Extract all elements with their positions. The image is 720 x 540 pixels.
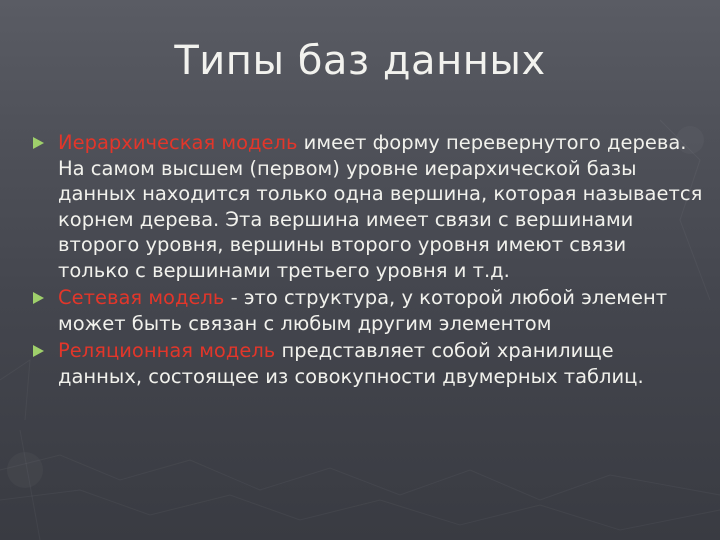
- term-relational: Реляционная модель: [58, 339, 276, 362]
- triangle-arrow-icon: [33, 137, 44, 149]
- term-network: Сетевая модель: [58, 286, 225, 309]
- bullet-text: имеет форму перевернутого дерева. На самом высшем (первом) уровне иерархической базы данных находится только одна вершина, которая называется корнем дерева. Эта вершина имеет связи с вершинами второго уровня, вершины второго уровня имеют связи только с вершинами третьего уровня и т.д.: [58, 131, 703, 282]
- bullet-hierarchical: [33, 130, 703, 283]
- triangle-arrow-icon: [33, 345, 44, 357]
- bullet-text: представляет собой хранилище данных, состоящее из совокупности двумерных таблиц.: [58, 339, 644, 388]
- slide-title: Типы баз данных: [174, 38, 546, 84]
- bullet-network: [33, 285, 703, 336]
- bullet-list: [33, 130, 703, 391]
- bullet-relational: [33, 338, 703, 389]
- term-hierarchical: Иерархическая модель: [58, 131, 298, 154]
- bullet-text: - это структура, у которой любой элемент может быть связан с любым другим элементом: [58, 286, 668, 335]
- triangle-arrow-icon: [33, 292, 44, 304]
